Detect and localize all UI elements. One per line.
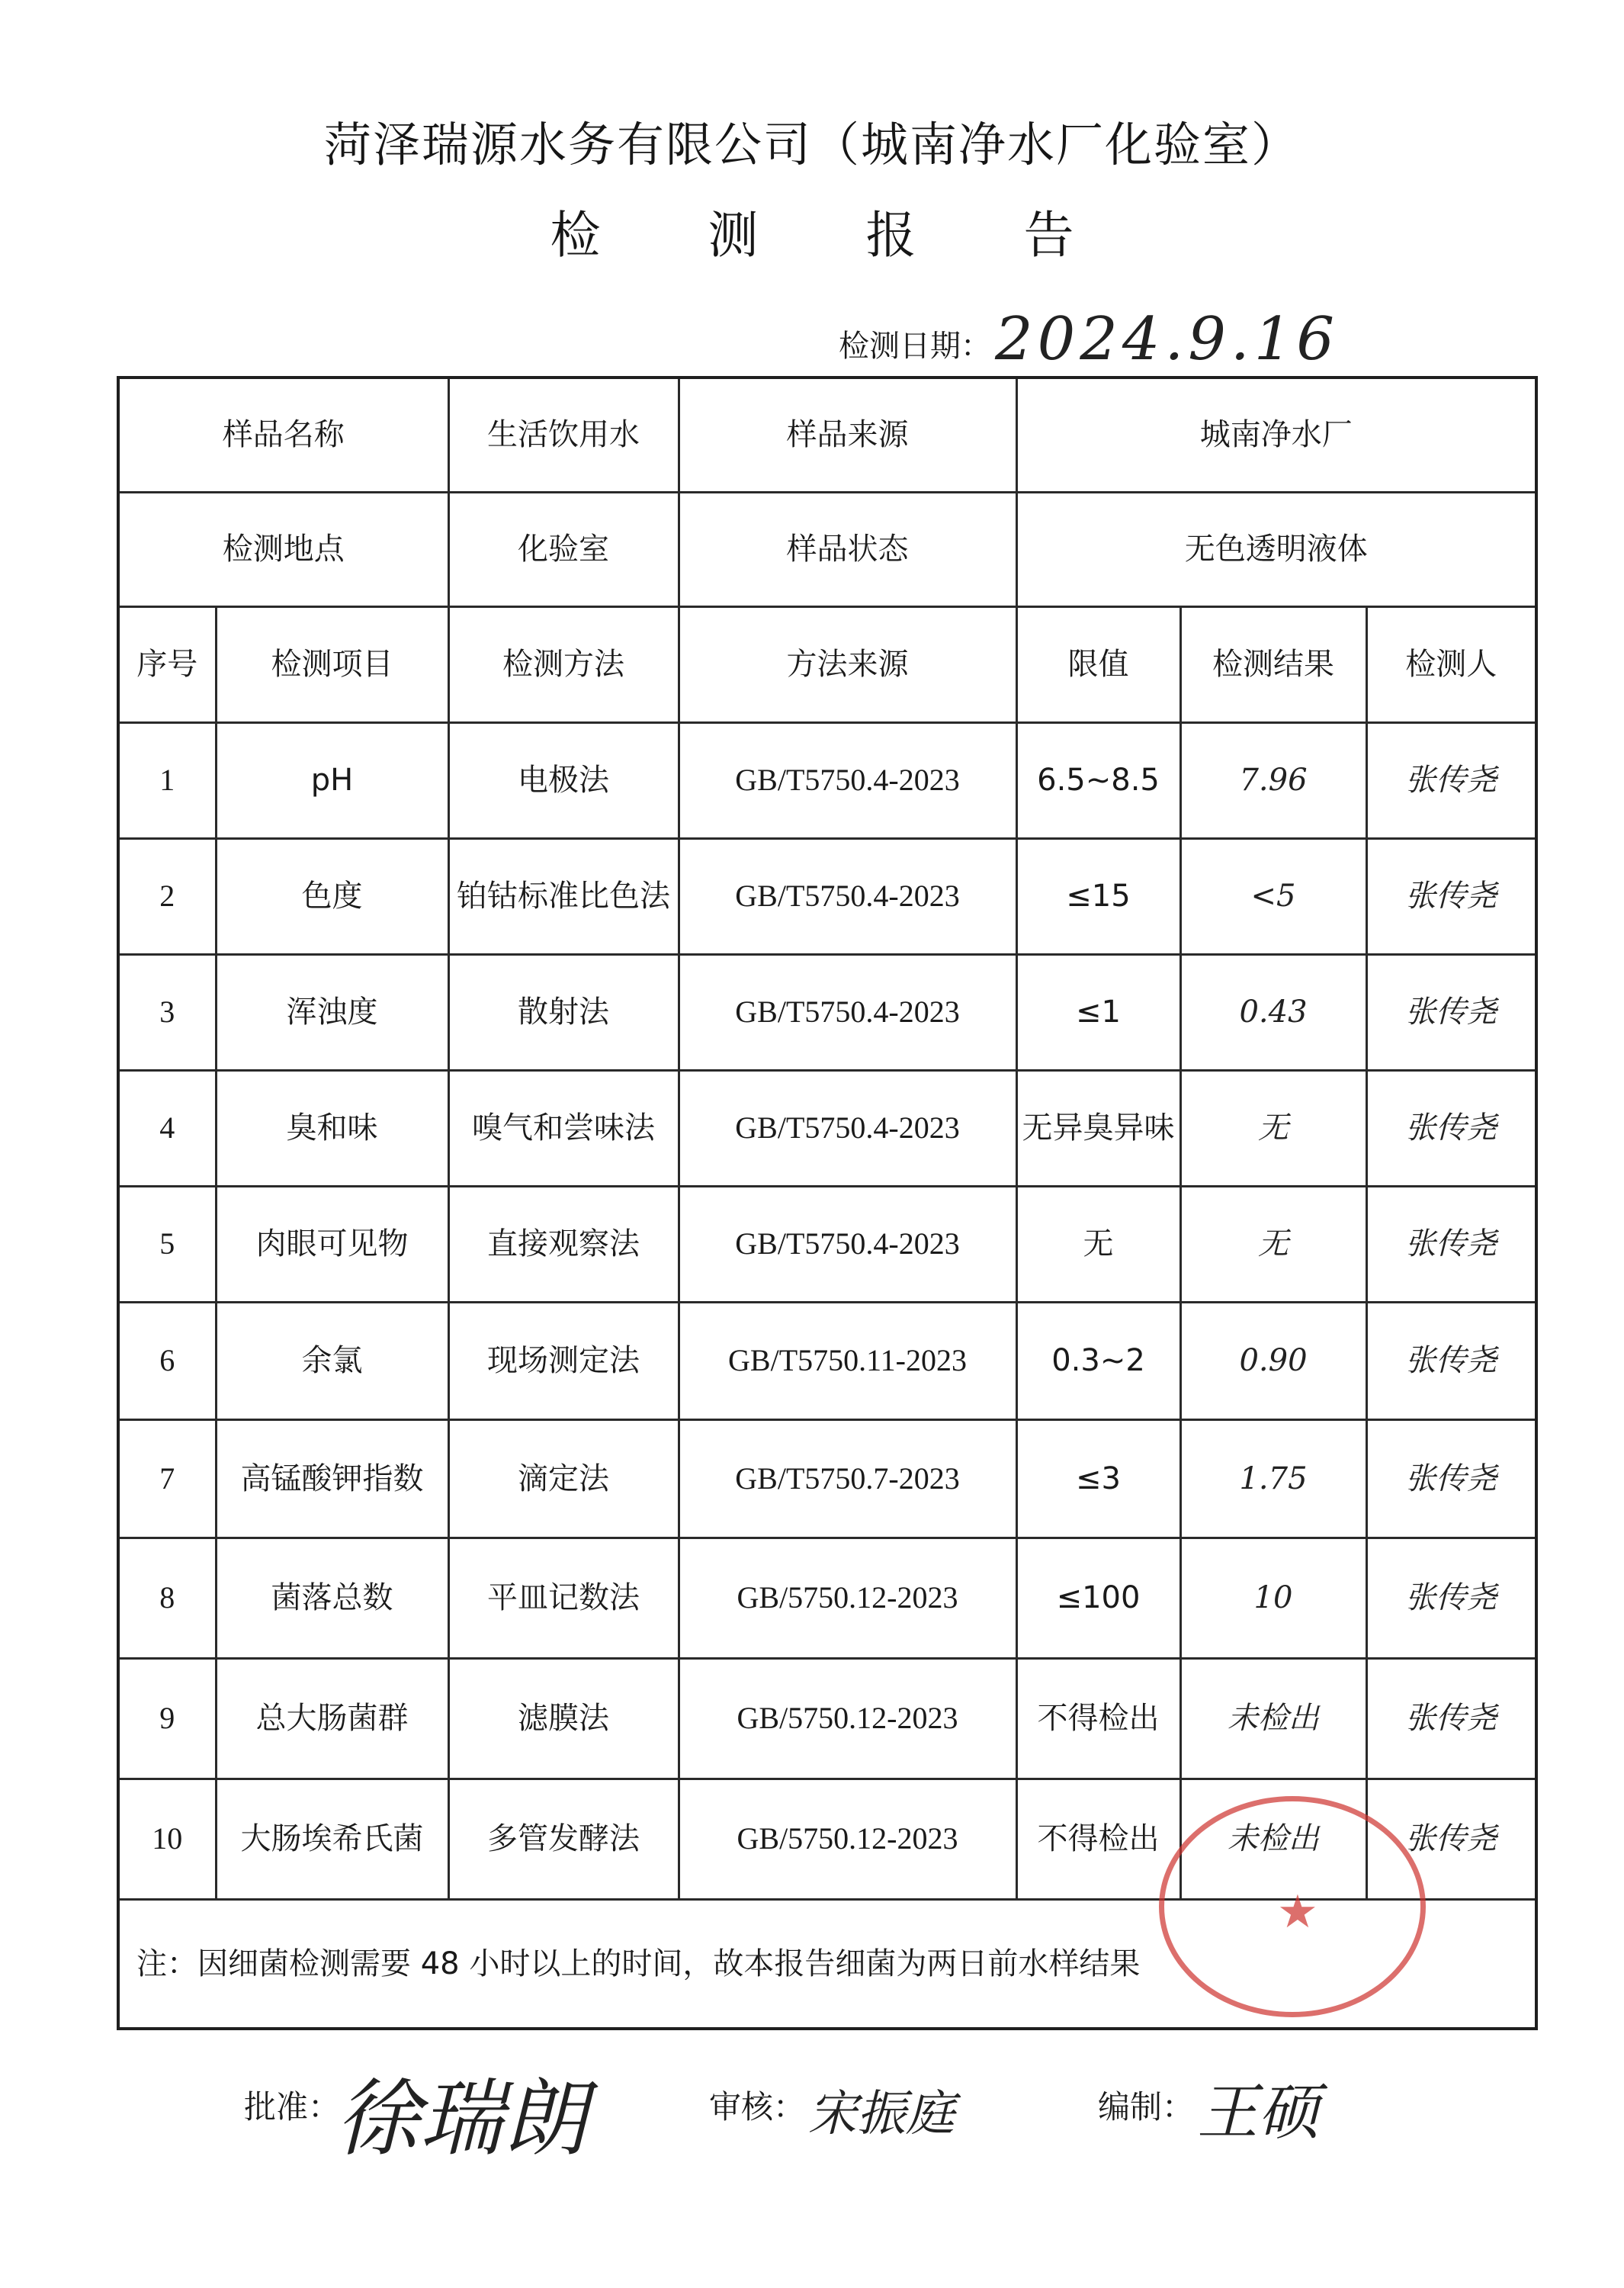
col-header-method: 检测方法 [448,606,679,722]
row-item: 浑浊度 [216,954,448,1070]
sample-info-row-1 [118,378,1536,492]
row-tester: 张传尧 [1366,1658,1536,1779]
review-signature: 宋振庭 [808,2086,955,2142]
sample-name-label: 样品名称 [118,378,448,492]
row-tester: 张传尧 [1366,1779,1536,1899]
row-result: 无 [1180,1070,1366,1186]
sample-source-value: 城南净水厂 [1016,378,1536,492]
row-no: 5 [118,1186,216,1302]
row-item: 色度 [216,838,448,954]
report-note: 注：因细菌检测需要 48 小时以上的时间，故本报告细菌为两日前水样结果 [118,1899,1536,2029]
table-row [118,1419,1536,1538]
signature-row [0,2044,1624,2196]
report-title: 检 测 报 告 [550,206,1120,265]
row-limit: ≤15 [1016,838,1180,954]
test-location-value: 化验室 [448,492,679,606]
row-limit: 无异臭异味 [1016,1070,1180,1186]
row-source: GB/T5750.4-2023 [679,838,1016,954]
row-source: GB/T5750.4-2023 [679,722,1016,838]
company-title: 菏泽瑞源水务有限公司（城南净水厂化验室） [323,117,1300,172]
approve-label: 批准： [244,2088,341,2126]
row-result: 0.43 [1180,954,1366,1070]
col-header-limit: 限值 [1016,606,1180,722]
row-tester: 张传尧 [1366,954,1536,1070]
row-tester: 张传尧 [1366,1538,1536,1658]
row-no: 10 [118,1779,216,1899]
row-item: 臭和味 [216,1070,448,1186]
row-limit: 无 [1016,1186,1180,1302]
row-source: GB/T5750.4-2023 [679,954,1016,1070]
row-source: GB/5750.12-2023 [679,1658,1016,1779]
test-location-label: 检测地点 [118,492,448,606]
row-limit: ≤100 [1016,1538,1180,1658]
row-tester: 张传尧 [1366,1419,1536,1538]
row-limit: 6.5~8.5 [1016,722,1180,838]
row-tester: 张传尧 [1366,1070,1536,1186]
row-result: 未检出 [1180,1658,1366,1779]
col-header-result: 检测结果 [1180,606,1366,722]
row-result: 无 [1180,1186,1366,1302]
row-limit: ≤3 [1016,1419,1180,1538]
sample-source-label: 样品来源 [679,378,1016,492]
row-item: 高锰酸钾指数 [216,1419,448,1538]
column-header-row [118,606,1536,722]
row-no: 1 [118,722,216,838]
row-no: 6 [118,1302,216,1419]
note-row [118,1899,1536,2029]
test-date-value: 2024.9.16 [995,305,1339,374]
row-source: GB/T5750.7-2023 [679,1419,1016,1538]
row-method: 直接观察法 [448,1186,679,1302]
row-limit: 0.3~2 [1016,1302,1180,1419]
row-method: 现场测定法 [448,1302,679,1419]
row-source: GB/5750.12-2023 [679,1538,1016,1658]
row-no: 8 [118,1538,216,1658]
sample-name-value: 生活饮用水 [448,378,679,492]
row-no: 9 [118,1658,216,1779]
review-label: 审核： [709,2088,806,2126]
row-method: 平皿记数法 [448,1538,679,1658]
row-method: 电极法 [448,722,679,838]
row-source: GB/5750.12-2023 [679,1779,1016,1899]
col-header-tester: 检测人 [1366,606,1536,722]
row-item: pH [216,722,448,838]
table-row [118,1538,1536,1658]
row-method: 散射法 [448,954,679,1070]
row-tester: 张传尧 [1366,1186,1536,1302]
row-limit: 不得检出 [1016,1779,1180,1899]
test-date-label: 检测日期： [839,329,991,364]
table-row [118,954,1536,1070]
row-result: 1.75 [1180,1419,1366,1538]
row-method: 滴定法 [448,1419,679,1538]
table-row [118,1186,1536,1302]
report-table [117,376,1538,2030]
table-row [118,1779,1536,1899]
table-row [118,1070,1536,1186]
test-date [839,305,1525,374]
row-limit: ≤1 [1016,954,1180,1070]
row-item: 大肠埃希氏菌 [216,1779,448,1899]
row-item: 菌落总数 [216,1538,448,1658]
table-row [118,722,1536,838]
compile-signature: 王硕 [1197,2077,1319,2148]
row-item: 余氯 [216,1302,448,1419]
row-item: 肉眼可见物 [216,1186,448,1302]
row-method: 多管发酵法 [448,1779,679,1899]
sample-info-row-2 [118,492,1536,606]
row-result: 0.90 [1180,1302,1366,1419]
col-header-source: 方法来源 [679,606,1016,722]
table-row [118,1302,1536,1419]
row-result: 未检出 [1180,1779,1366,1899]
sample-state-value: 无色透明液体 [1016,492,1536,606]
table-row [118,1658,1536,1779]
row-tester: 张传尧 [1366,1302,1536,1419]
row-method: 嗅气和尝味法 [448,1070,679,1186]
row-no: 3 [118,954,216,1070]
row-source: GB/T5750.4-2023 [679,1186,1016,1302]
row-no: 2 [118,838,216,954]
row-method: 滤膜法 [448,1658,679,1779]
col-header-item: 检测项目 [216,606,448,722]
row-result: 7.96 [1180,722,1366,838]
row-no: 7 [118,1419,216,1538]
row-item: 总大肠菌群 [216,1658,448,1779]
compile-label: 编制： [1098,2088,1195,2126]
row-result: <5 [1180,838,1366,954]
col-header-no: 序号 [118,606,216,722]
sample-state-label: 样品状态 [679,492,1016,606]
row-tester: 张传尧 [1366,838,1536,954]
seal-star-icon: ★ [1277,1885,1318,1939]
approve-signature: 徐瑞朗 [335,2070,587,2167]
row-no: 4 [118,1070,216,1186]
row-tester: 张传尧 [1366,722,1536,838]
row-result: 10 [1180,1538,1366,1658]
row-source: GB/T5750.11-2023 [679,1302,1016,1419]
row-source: GB/T5750.4-2023 [679,1070,1016,1186]
row-limit: 不得检出 [1016,1658,1180,1779]
row-method: 铂钴标准比色法 [448,838,679,954]
table-row [118,838,1536,954]
